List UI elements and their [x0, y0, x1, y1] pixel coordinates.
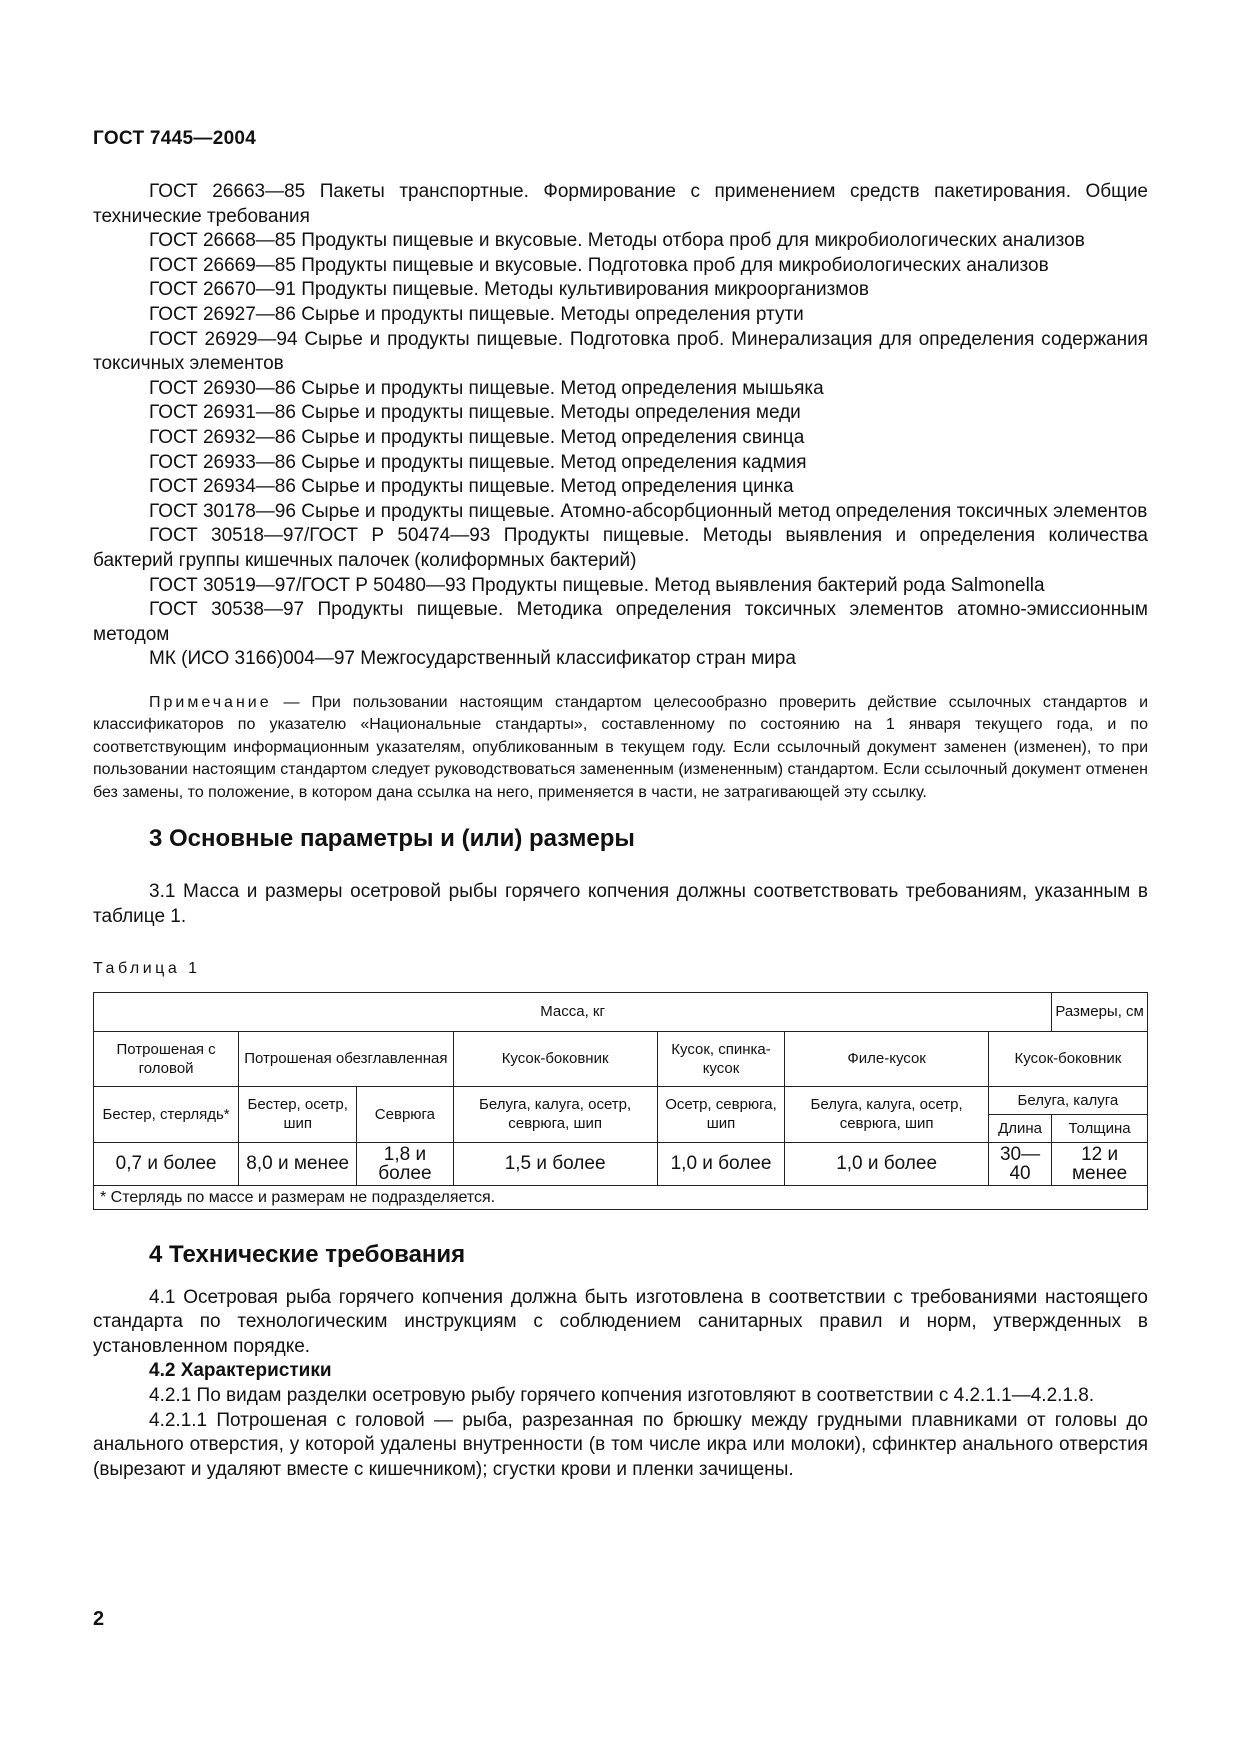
reference-item: ГОСТ 30178—96 Сырье и продукты пищевые. Атомно-абсорбционный метод определения токсичных элементов: [149, 500, 1148, 522]
reference-item: ГОСТ 26929—94 Сырье и продукты пищевые. Подготовка проб. Минерализация для определения содержания токсичных элементов: [93, 328, 1148, 375]
value-cell: 1,0 и более: [657, 1142, 785, 1185]
heading-4-2: 4.2 Характеристики: [149, 1360, 332, 1382]
species-back-piece: Осетр, севрюга, шип: [657, 1086, 785, 1142]
group-side-piece: Кусок-боковник: [453, 1031, 657, 1086]
note-label: Примечание: [149, 693, 272, 711]
group-back-piece: Кусок, спинка-кусок: [657, 1031, 785, 1086]
value-cell: 1,8 и более: [357, 1142, 453, 1185]
reference-item: ГОСТ 30538—97 Продукты пищевые. Методика определения токсичных элементов атомно-эмиссионным методом: [93, 599, 1148, 645]
section-4-title: 4 Технические требования: [149, 1240, 466, 1268]
reference-item: ГОСТ 26934—86 Сырье и продукты пищевые. Метод определения цинка: [149, 476, 794, 498]
table-row: [94, 1142, 1148, 1185]
species-bester-sturgeon-ship: Бестер, осетр, шип: [239, 1086, 357, 1142]
table-1: [93, 992, 1148, 1210]
dim-length: Длина: [988, 1114, 1051, 1142]
note-text: — При пользовании настоящим стандартом целесообразно проверить действие ссылочных стандартов и классификаторов по указателю «Национальные стандарты», составленному по состоянию на 1 января текущего года, и по соответствующим информационным указателям, опубликованным в текущем году. Если ссылочный документ заменен (изменен), то при пользовании настоящим стандартом следует руководствоваться замененным (измененным) стандартом. Если ссылочный документ отменен без замены, то положение, в котором дана ссылка на него, применяется в части, не затрагивающей эту ссылку.: [93, 693, 1149, 801]
species-bester-sterlet: Бестер, стерлядь*: [94, 1086, 239, 1142]
dim-thickness: Толщина: [1052, 1114, 1148, 1142]
group-gutted-head: Потрошеная с головой: [94, 1031, 239, 1086]
species-sevruga: Севрюга: [357, 1086, 453, 1142]
table-header-row: [94, 992, 1148, 1031]
reference-item: ГОСТ 26668—85 Продукты пищевые и вкусовые. Методы отбора проб для микробиологических анализов: [149, 230, 1085, 252]
value-cell: 8,0 и менее: [239, 1142, 357, 1185]
value-cell: 0,7 и более: [94, 1142, 239, 1185]
species-fillet: Белуга, калуга, осетр, севрюга, шип: [785, 1086, 988, 1142]
group-gutted-headless: Потрошеная обезглавленная: [239, 1031, 453, 1086]
reference-item: МК (ИСО 3166)004—97 Межгосударственный классификатор стран мира: [149, 648, 796, 670]
value-cell: 1,0 и более: [785, 1142, 988, 1185]
mass-header: Масса, кг: [94, 992, 1052, 1031]
reference-item: ГОСТ 26663—85 Пакеты транспортные. Формирование с применением средств пакетирования. Общие технические требования: [93, 181, 1148, 227]
reference-item: ГОСТ 26669—85 Продукты пищевые и вкусовые. Подготовка проб для микробиологических анализов: [149, 254, 1049, 276]
paragraph-4-2-1: 4.2.1 По видам разделки осетровую рыбу горячего копчения изготовляют в соответствии с 4.2.1.1—4.2.1.8.: [149, 1385, 1095, 1407]
group-fillet-piece: Филе-кусок: [785, 1031, 988, 1086]
reference-item: ГОСТ 26933—86 Сырье и продукты пищевые. Метод определения кадмия: [149, 451, 807, 473]
reference-item: ГОСТ 30519—97/ГОСТ Р 50480—93 Продукты пищевые. Метод выявления бактерий рода Salmonella: [149, 574, 1045, 596]
paragraph-3-1: 3.1 Масса и размеры осетровой рыбы горячего копчения должны соответствовать требованиям, указанным в таблице 1.: [93, 880, 1148, 927]
reference-item: ГОСТ 26931—86 Сырье и продукты пищевые. Методы определения меди: [149, 402, 801, 424]
section-3-title: 3 Основные параметры и (или) размеры: [149, 824, 635, 852]
table-footnote: * Стерлядь по массе и размерам не подразделяется.: [94, 1185, 1148, 1209]
size-header: Размеры, см: [1052, 992, 1148, 1031]
reference-item: ГОСТ 26932—86 Сырье и продукты пищевые. Метод определения свинца: [149, 426, 805, 448]
table-group-row: [94, 1031, 1148, 1086]
document-body: [93, 180, 1148, 1482]
value-cell: 30—40: [988, 1142, 1051, 1185]
group-side-piece-size: Кусок-боковник: [988, 1031, 1147, 1086]
table-species-row: [94, 1086, 1148, 1114]
value-cell: 1,5 и более: [453, 1142, 657, 1185]
references-list: [93, 180, 1148, 672]
reference-item: ГОСТ 26930—86 Сырье и продукты пищевые. Метод определения мышьяка: [149, 377, 824, 399]
species-beluga-kaluga: Белуга, калуга: [988, 1086, 1147, 1114]
table-caption: Таблица 1: [93, 960, 201, 978]
reference-item: ГОСТ 26670—91 Продукты пищевые. Методы культивирования микроорганизмов: [149, 279, 870, 301]
document-header: ГОСТ 7445—2004: [93, 128, 257, 149]
paragraph-4-2-1-1: 4.2.1.1 Потрошеная с головой — рыба, разрезанная по брюшку между грудными плавниками от головы до анального отверстия, у которой удалены внутренности (в том числе икра или молоки), сфинктер анального отверстия (вырезают и удаляют вместе с кишечником); сгустки крови и пленки зачищены.: [93, 1409, 1148, 1480]
paragraph-4-1: 4.1 Осетровая рыба горячего копчения должна быть изготовлена в соответствии с требованиями настоящего стандарта по технологическим инструкциям с соблюдением санитарных правил и норм, утвержденных в установленном порядке.: [93, 1286, 1148, 1357]
page-number: 2: [93, 1608, 105, 1630]
reference-item: ГОСТ 26927—86 Сырье и продукты пищевые. Методы определения ртути: [149, 303, 804, 325]
table-footnote-row: [94, 1185, 1148, 1209]
value-cell: 12 и менее: [1052, 1142, 1148, 1185]
reference-item: ГОСТ 30518—97/ГОСТ Р 50474—93 Продукты пищевые. Методы выявления и определения количества бактерий группы кишечных палочек (колиформных бактерий): [93, 525, 1148, 571]
species-side-piece: Белуга, калуга, осетр, севрюга, шип: [453, 1086, 657, 1142]
note-paragraph: [93, 692, 1148, 804]
